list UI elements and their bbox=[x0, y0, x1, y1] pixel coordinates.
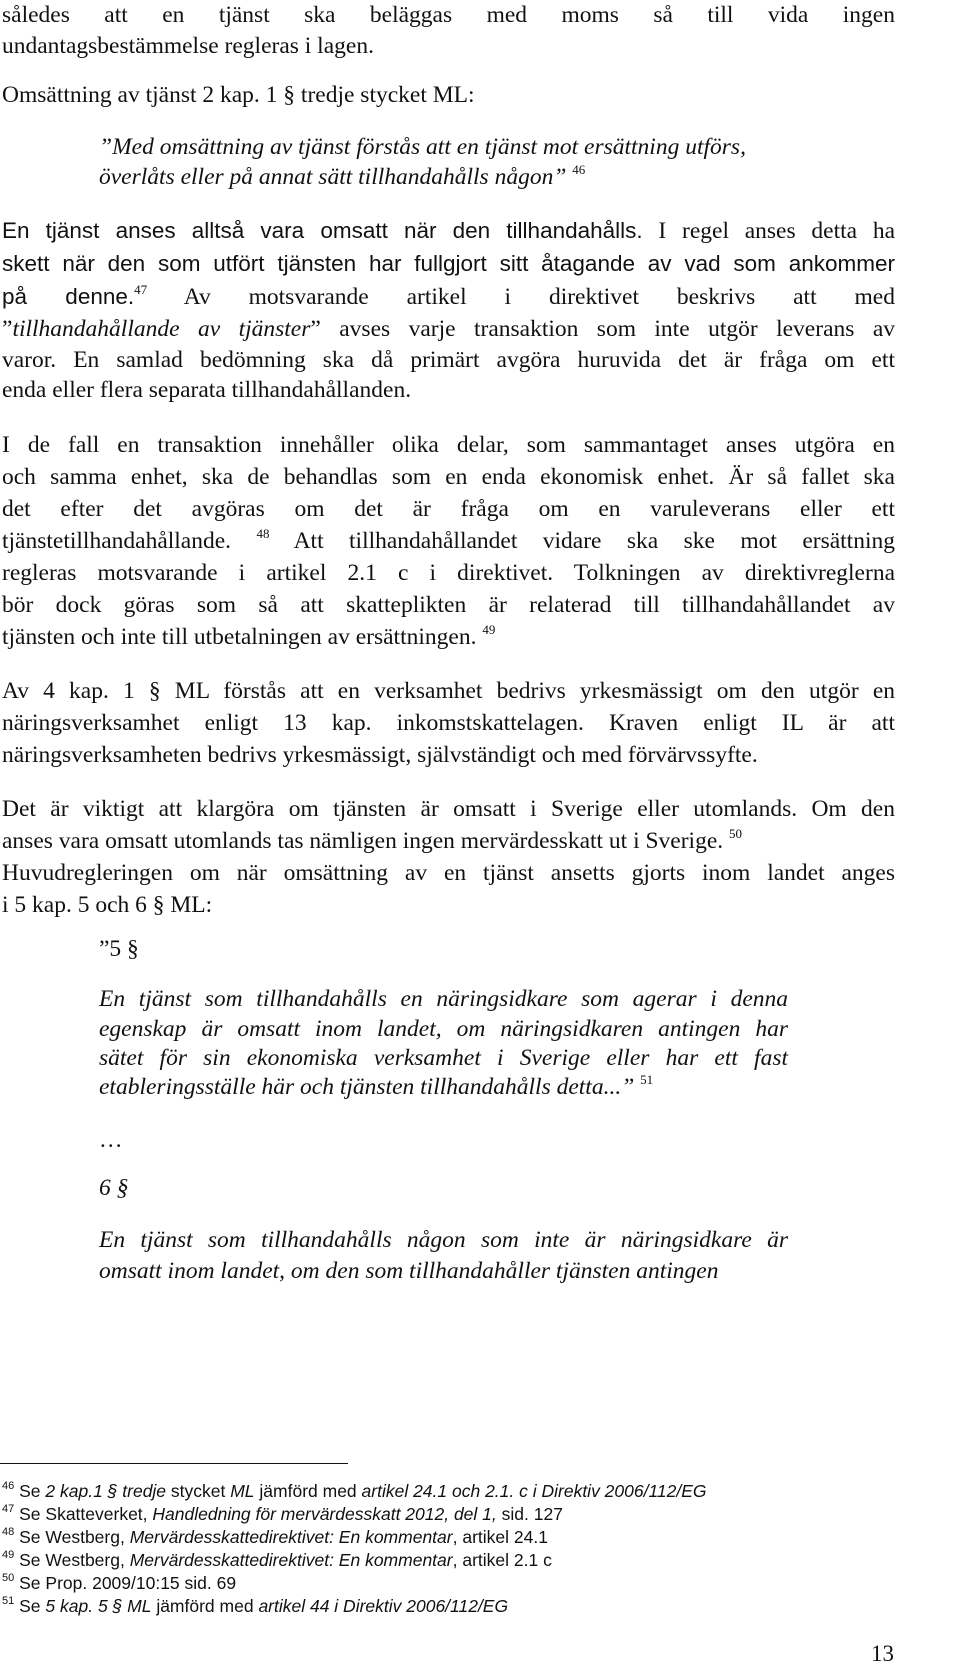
footnote-ref: 46 bbox=[572, 162, 586, 177]
ellipsis: … bbox=[99, 1127, 123, 1153]
quote-line: egenskap är omsatt inom landet, om näringsidkaren antingen har bbox=[99, 1016, 788, 1042]
quote-heading: 6 § bbox=[99, 1175, 129, 1201]
text-line: bör dock göras som så att skatteplikten är relaterad till tillhandahållandet av bbox=[2, 592, 895, 618]
quote-line: En tjänst som tillhandahålls en näringsidkare som agerar i denna bbox=[99, 986, 788, 1012]
quote-line: etableringsställe här och tjänsten tillhandahålls detta...” $^{51}$ bbox=[99, 1072, 654, 1100]
text-line: på denne.$^{47}$ Av motsvarande artikel i direktivet beskrivs att med bbox=[2, 282, 895, 310]
text-line: undantagsbestämmelse regleras i lagen. bbox=[2, 33, 374, 59]
text-line: varor. En samlad bedömning ska då primärt avgöra huruvida det är fråga om ett bbox=[2, 347, 895, 373]
text-line: näringsverksamhet enligt 13 kap. inkomstskattelagen. Kraven enligt IL är att bbox=[2, 710, 895, 736]
text-line: enda eller flera separata tillhandahållanden. bbox=[2, 377, 412, 403]
footnote-separator bbox=[0, 1463, 348, 1464]
text-line: Av 4 kap. 1 § ML förstås att en verksamhet bedrivs yrkesmässigt om den utgör en bbox=[2, 678, 895, 704]
text-line: Huvudregleringen om när omsättning av en tjänst ansetts gjorts inom landet anges bbox=[2, 860, 895, 886]
text-line: tjänsten och inte till utbetalningen av ersättningen. $^{49}$ bbox=[2, 622, 496, 650]
footnote: $^{48}$ Se Westberg, Mervärdesskattedirektivet: En kommentar, artikel 24.1 bbox=[2, 1526, 548, 1547]
text-line: i 5 kap. 5 och 6 § ML: bbox=[2, 892, 213, 918]
quote-line: sätet för sin ekonomiska verksamhet i Sverige eller har ett fast bbox=[99, 1045, 788, 1071]
quote-heading: ”5 § bbox=[99, 936, 139, 962]
text-line: näringsverksamheten bedrivs yrkesmässigt, självständigt och med förvärvssyfte. bbox=[2, 742, 758, 768]
quote-line: En tjänst som tillhandahålls någon som inte är näringsidkare är bbox=[99, 1227, 788, 1253]
text-line: I de fall en transaktion innehåller olika delar, som sammantaget anses utgöra en bbox=[2, 432, 895, 458]
text-line: tjänstetillhandahållande. $^{48}$ Att tillhandahållandet vidare ska ske mot ersättning bbox=[2, 526, 895, 554]
text-line: det efter det avgöras om det är fråga om en varuleverans eller ett bbox=[2, 496, 895, 522]
text-line: En tjänst anses alltså vara omsatt när den tillhandahålls. I regel anses detta ha bbox=[2, 218, 896, 244]
quote-line: överlåts eller på annat sätt tillhandahålls någon” $^{46}$ bbox=[99, 162, 586, 190]
text-line: således att en tjänst ska beläggas med moms så till vida ingen bbox=[2, 2, 895, 28]
text-line: regleras motsvarande i artikel 2.1 c i direktivet. Tolkningen av direktivreglerna bbox=[2, 560, 895, 586]
quote-line: omsatt inom landet, om den som tillhandahåller tjänsten antingen bbox=[99, 1258, 719, 1284]
footnote-ref: 51 bbox=[640, 1072, 654, 1087]
page-number: 13 bbox=[871, 1641, 894, 1666]
text-line: Det är viktigt att klargöra om tjänsten är omsatt i Sverige eller utomlands. Om den bbox=[2, 796, 895, 822]
footnote-ref: 48 bbox=[256, 526, 270, 541]
footnote-ref: 50 bbox=[729, 826, 743, 841]
footnote: $^{47}$ Se Skatteverket, Handledning för mervärdesskatt 2012, del 1, sid. 127 bbox=[2, 1503, 563, 1524]
text-line: skett när den som utfört tjänsten har fullgjort sitt åtagande av vad som ankommer bbox=[2, 251, 895, 276]
text-line: Omsättning av tjänst 2 kap. 1 § tredje stycket ML: bbox=[2, 82, 475, 108]
text-line: anses vara omsatt utomlands tas nämligen ingen mervärdesskatt ut i Sverige. $^{50}$ bbox=[2, 826, 743, 854]
footnote-ref: 49 bbox=[482, 622, 496, 637]
footnote-ref: 47 bbox=[134, 282, 148, 297]
footnote: $^{49}$ Se Westberg, Mervärdesskattedirektivet: En kommentar, artikel 2.1 c bbox=[2, 1549, 552, 1570]
quote-line: ”Med omsättning av tjänst förstås att en tjänst mot ersättning utförs, bbox=[99, 134, 746, 160]
text-line: ”tillhandahållande av tjänster” avses varje transaktion som inte utgör leverans av bbox=[2, 316, 895, 342]
footnote: $^{46}$ Se 2 kap.1 § tredje stycket ML jämförd med artikel 24.1 och 2.1. c i Direktiv 2006/112/EG bbox=[2, 1480, 707, 1501]
footnote: $^{51}$ Se 5 kap. 5 § ML jämförd med artikel 44 i Direktiv 2006/112/EG bbox=[2, 1595, 509, 1616]
footnote: $^{50}$ Se Prop. 2009/10:15 sid. 69 bbox=[2, 1572, 237, 1593]
text-line: och samma enhet, ska de behandlas som en enda ekonomisk enhet. Är så fallet ska bbox=[2, 464, 895, 490]
